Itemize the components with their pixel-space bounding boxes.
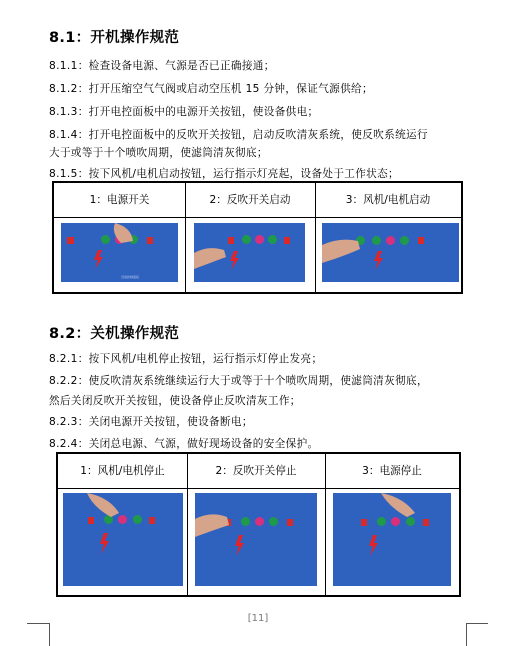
caption-backblow-stop: 2：反吹开关停止 bbox=[215, 465, 297, 477]
step-8-1-5: 8.1.5：按下风机/电机启动按钮，运行指示灯亮起，设备处于工作状态； bbox=[49, 168, 399, 180]
photo-power-stop bbox=[333, 493, 451, 586]
photo-backblow-stop bbox=[195, 493, 317, 586]
step-8-1-4-cont: 大于或等于十个喷吹周期，使滤筒清灰彻底； bbox=[49, 147, 268, 159]
step-8-1-2: 8.1.2：打开压缩空气气阀或启动空压机 15 分钟，保证气源供给； bbox=[49, 83, 373, 95]
caption-power-switch: 1：电源开关 bbox=[89, 194, 150, 206]
step-8-1-1: 8.1.1：检查设备电源、气源是否已正确接通； bbox=[49, 60, 275, 72]
step-8-2-2: 8.2.2：使反吹清灰系统继续运行大于或等于十个喷吹周期，使滤筒清灰彻底， bbox=[49, 375, 428, 387]
photo-fan-stop bbox=[63, 493, 183, 586]
caption-power-stop: 3：电源停止 bbox=[362, 465, 422, 477]
photo-fan-start bbox=[322, 223, 459, 282]
step-8-1-4: 8.1.4：打开电控面板中的反吹开关按钮，启动反吹清灰系统，使反吹系统运行 bbox=[49, 129, 428, 141]
section-title-8-2: 8.2：关机操作规范 bbox=[49, 326, 180, 342]
step-8-1-3: 8.1.3：打开电控面板中的电源开关按钮，使设备供电； bbox=[49, 106, 319, 118]
caption-backblow-start: 2：反吹开关启动 bbox=[209, 194, 291, 206]
photo-power-switch bbox=[61, 223, 178, 282]
caption-fan-start: 3：风机/电机启动 bbox=[345, 194, 431, 206]
page-number: [11] bbox=[247, 613, 269, 624]
step-8-2-4: 8.2.4：关闭总电源、气源，做好现场设备的安全保护。 bbox=[49, 438, 319, 450]
startup-figure-table bbox=[52, 181, 463, 294]
section-title-8-1: 8.1：开机操作规范 bbox=[49, 30, 180, 46]
step-8-2-3: 8.2.3：关闭电源开关按钮，使设备断电； bbox=[49, 416, 253, 428]
shutdown-figure-table bbox=[56, 452, 461, 597]
photo-backblow-start bbox=[194, 223, 305, 282]
step-8-2-1: 8.2.1：按下风机/电机停止按钮，运行指示灯停止发亮； bbox=[49, 353, 323, 365]
step-8-2-2-cont: 然后关闭反吹开关按钮，使设备停止反吹清灰工作； bbox=[49, 395, 301, 407]
caption-fan-stop: 1：风机/电机停止 bbox=[80, 465, 165, 477]
svg-text:设备控制面板: 设备控制面板 bbox=[121, 275, 140, 279]
